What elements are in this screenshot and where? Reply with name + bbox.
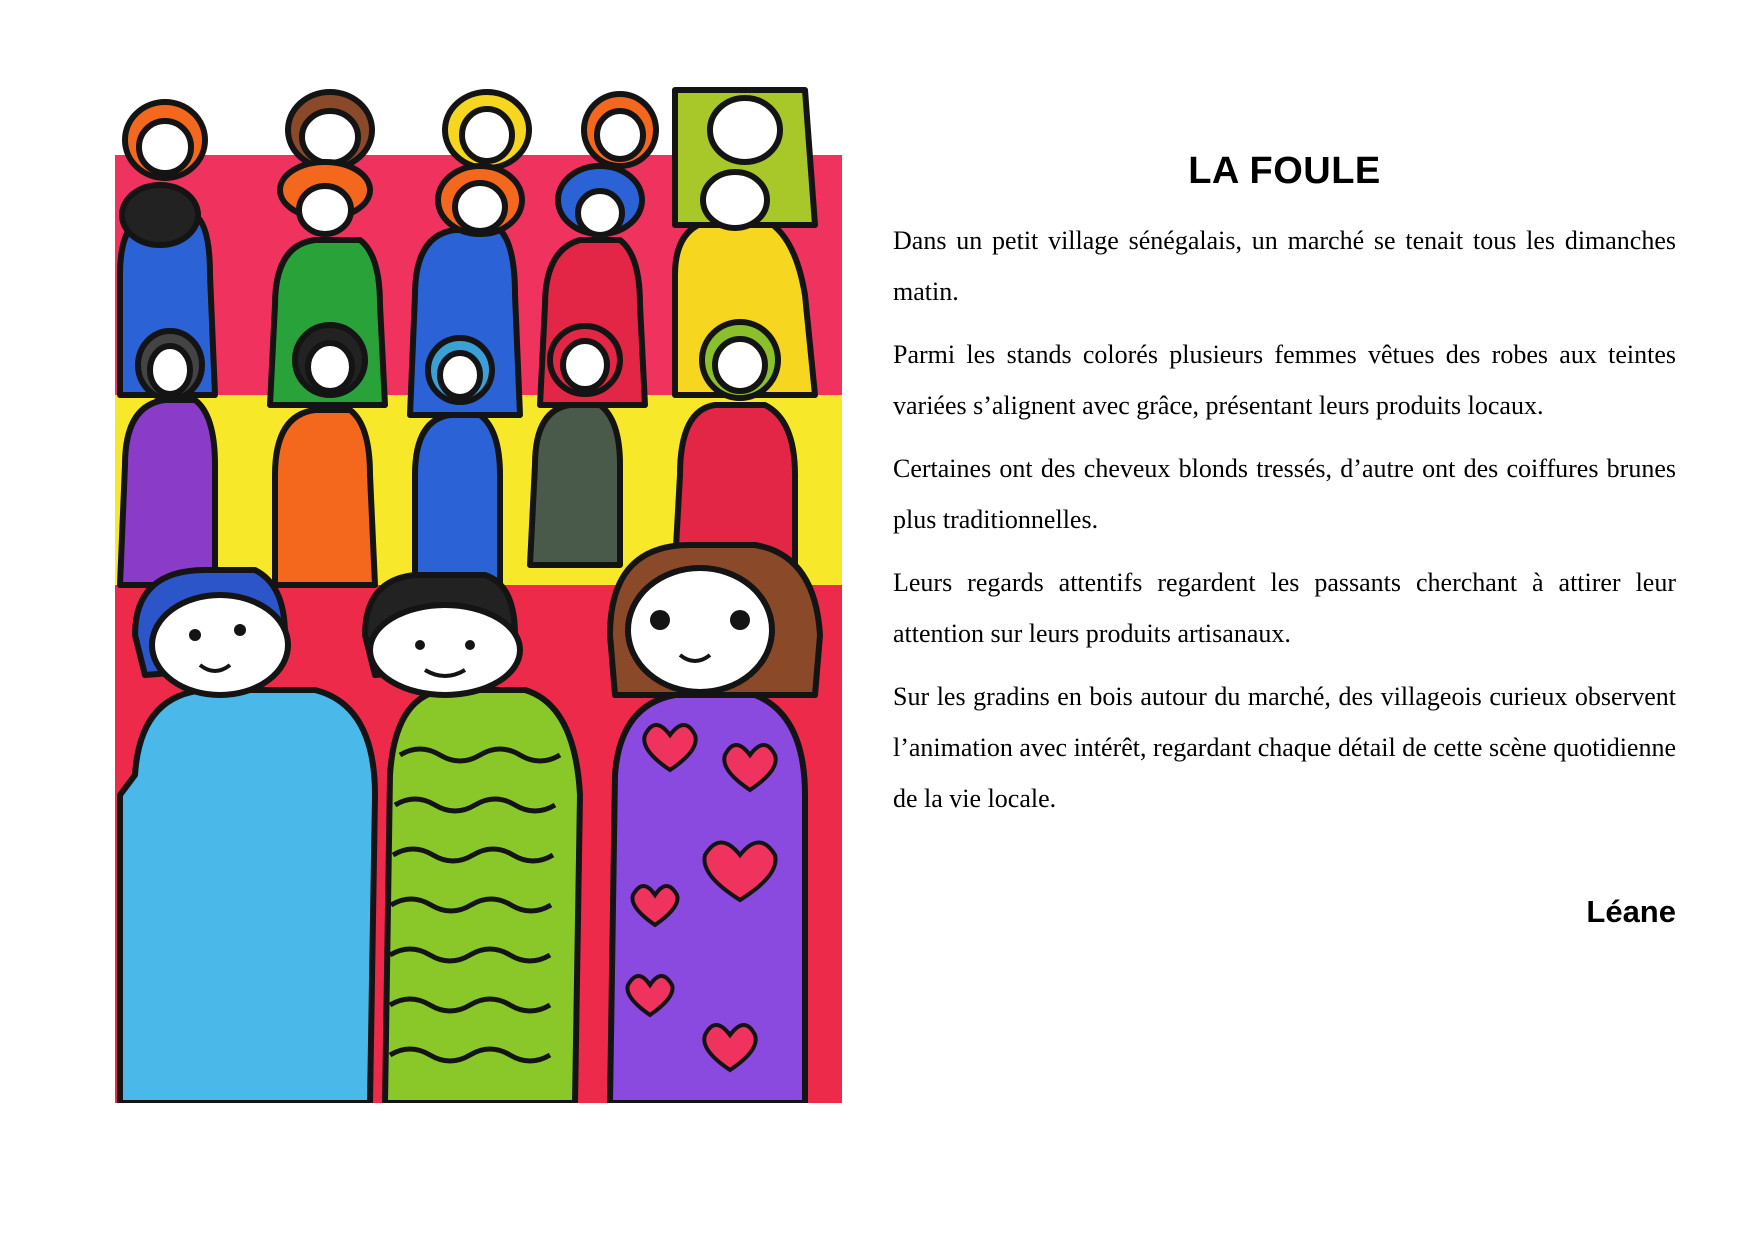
story-title: LA FOULE [1188,150,1381,192]
paragraph-2: Parmi les stands colorés plusieurs femmes vêtues des robes aux teintes variées s’alignent avec grâce, présentant leurs produits locaux. [893,340,1676,420]
figure-middle-3 [415,338,500,585]
author-name: Léane [1586,894,1676,929]
paragraph-4: Leurs regards attentifs regardent les passants cherchant à attirer leur attention sur leurs produits artisanaux. [893,568,1676,648]
child-drawing-crowd [115,75,842,1103]
crowd-illustration [115,75,842,1103]
story-text [893,150,1676,930]
paragraph-5: Sur les gradins en bois autour du marché, des villageois curieux observent l’animation avec intérêt, regardant chaque détail de cette scène quotidienne de la vie locale. [893,682,1676,813]
paragraph-1: Dans un petit village sénégalais, un marché se tenait tous les dimanches matin. [893,226,1676,306]
figure-front-3 [610,545,820,1103]
paragraph-3: Certaines ont des cheveux blonds tressés, d’autre ont des coiffures brunes plus traditionnelles. [893,454,1676,534]
